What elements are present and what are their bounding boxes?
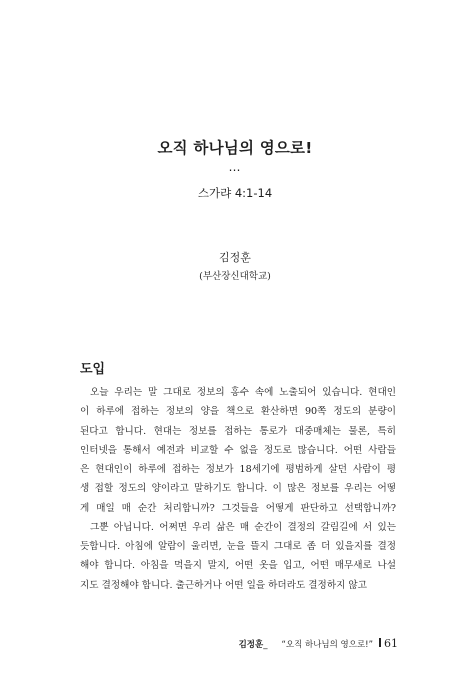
footer-separator: _: [263, 640, 268, 650]
body-line: 된다고 합니다. 현대는 정보를 접하는 통로가 대중매체는 물론, 특히: [80, 425, 396, 437]
page-number: 61: [384, 637, 398, 650]
body-line: 생 접할 정도의 양이라고 말하기도 합니다. 이 많은 정보를 우리는 어떻: [80, 483, 396, 495]
body-paragraphs: [80, 383, 396, 595]
body-line: 그뿐 아닙니다. 어쩌면 우리 삶은 매 순간이 결정의 갈림길에 서 있는: [90, 521, 396, 533]
body-line: 오늘 우리는 말 그대로 정보의 홍수 속에 노출되어 있습니다. 현대인: [90, 387, 396, 398]
body-line: 게 매일 매 순간 처리합니까? 그것들을 어떻게 판단하고 선택합니까?: [80, 502, 396, 514]
footer-divider: [379, 638, 381, 647]
footer-author: 김정훈: [238, 640, 264, 650]
footer-title: “오직 하나님의 영으로!”: [281, 640, 373, 650]
author-name: 김정훈: [219, 251, 251, 264]
page-footer: [239, 637, 398, 650]
body-line: 해야 합니다. 아침을 먹을지 말지, 어떤 옷을 입고, 어떤 매무새로 나설: [80, 560, 396, 572]
scripture-reference: 스가랴 4:1-14: [197, 186, 273, 200]
section-heading: 도입: [80, 362, 106, 377]
author-affiliation: (부산장신대학교): [199, 271, 271, 282]
body-line: 은 현대인이 하루에 접하는 정보가 18세기에 평범하게 살던 사람이 평: [80, 464, 396, 475]
body-line: 이 하루에 접하는 정보의 양을 책으로 환산하면 90쪽 정도의 분량이: [80, 406, 396, 418]
body-line: 지도 결정해야 합니다. 출근하거나 어떤 일을 하더라도 결정하지 않고: [80, 579, 367, 591]
title-ellipsis: …: [228, 160, 242, 174]
body-line: 인터넷을 통해서 예전과 비교할 수 없을 정도로 많습니다. 어떤 사람들: [80, 444, 396, 456]
sermon-title: 오직 하나님의 영으로!: [157, 139, 313, 157]
body-line: 듯합니다. 아침에 알람이 울리면, 눈을 뜰지 그대로 좀 더 있을지를 결정: [80, 541, 396, 552]
